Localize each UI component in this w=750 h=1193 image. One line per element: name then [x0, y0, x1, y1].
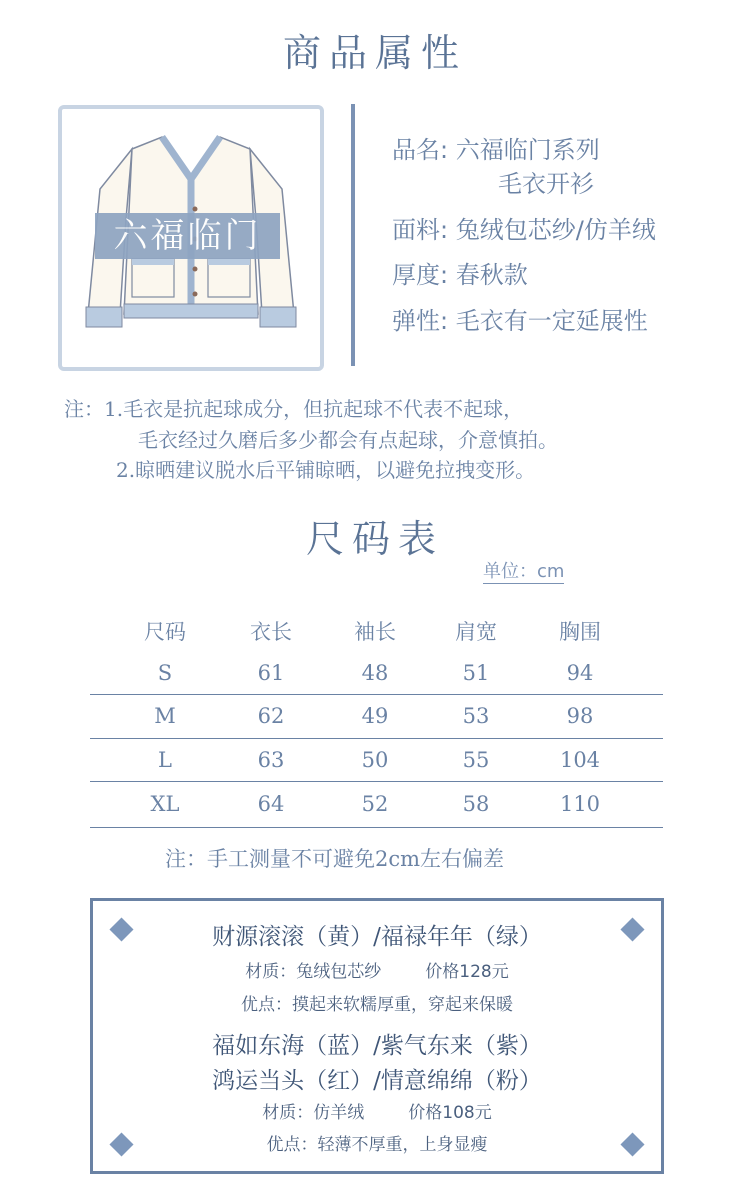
table-cell: L — [158, 748, 172, 772]
variant2-advantage: 优点：轻薄不厚重，上身显瘦 — [266, 1135, 488, 1155]
variant2-colors-1: 福如东海（蓝）/紫气东来（紫） — [212, 1033, 542, 1059]
measurement-note: 注：手工测量不可避免2cm左右偏差 — [165, 847, 505, 871]
brand-label: 六福临门 — [95, 213, 280, 259]
table-row-divider — [90, 781, 663, 782]
table-cell: 58 — [462, 792, 490, 816]
table-cell: XL — [150, 792, 180, 816]
table-header: 衣长 — [250, 620, 292, 644]
variant1-colors: 财源滚滚（黄）/福禄年年（绿） — [212, 924, 542, 950]
note-line-1: 注：1.毛衣是抗起球成分，但抗起球不代表不起球， — [64, 397, 524, 421]
table-cell: 48 — [361, 661, 389, 685]
attr-fabric: 面料: 兔绒包芯纱/仿羊绒 — [392, 216, 656, 244]
table-cell: 94 — [566, 661, 594, 685]
note-line-3: 2.晾晒建议脱水后平铺晾晒，以避免拉拽变形。 — [116, 458, 536, 482]
table-cell: 51 — [462, 661, 490, 685]
attr-elasticity: 弹性: 毛衣有一定延展性 — [392, 307, 648, 335]
table-row-divider — [90, 694, 663, 695]
table-header: 袖长 — [354, 620, 396, 644]
table-cell: M — [154, 704, 176, 728]
table-cell: 98 — [566, 704, 594, 728]
table-cell: 110 — [559, 792, 601, 816]
attr-thickness: 厚度: 春秋款 — [392, 261, 528, 289]
variant1-material-price: 材质：兔绒包芯纱 价格128元 — [245, 962, 509, 982]
table-row-divider — [90, 738, 663, 739]
attr-name-cont: 毛衣开衫 — [498, 170, 594, 198]
attr-name: 品名: 六福临门系列 — [392, 136, 600, 164]
variants-box — [90, 898, 664, 1174]
table-cell: 49 — [361, 704, 389, 728]
table-cell: 64 — [257, 792, 285, 816]
table-cell: 52 — [361, 792, 389, 816]
variant2-material-price: 材质：仿羊绒 价格108元 — [262, 1103, 492, 1123]
size-table-title: 尺码表 — [305, 517, 444, 561]
table-cell: 55 — [462, 748, 490, 772]
variant1-advantage: 优点：摸起来软糯厚重，穿起来保暖 — [241, 995, 513, 1015]
table-header: 尺码 — [144, 620, 186, 644]
table-cell: 63 — [257, 748, 285, 772]
table-cell: 104 — [559, 748, 601, 772]
table-row-divider — [90, 827, 663, 828]
table-cell: 53 — [462, 704, 490, 728]
variant2-colors-2: 鸿运当头（红）/情意绵绵（粉） — [212, 1068, 542, 1094]
table-header: 肩宽 — [455, 620, 497, 644]
table-cell: 50 — [361, 748, 389, 772]
table-cell: S — [157, 661, 173, 685]
table-cell: 61 — [257, 661, 285, 685]
note-line-2: 毛衣经过久磨后多少都会有点起球，介意慎拍。 — [138, 428, 558, 452]
table-cell: 62 — [257, 704, 285, 728]
page-title: 商品属性 — [282, 31, 467, 75]
table-header: 胸围 — [559, 620, 601, 644]
unit-label: 单位：cm — [483, 561, 565, 582]
